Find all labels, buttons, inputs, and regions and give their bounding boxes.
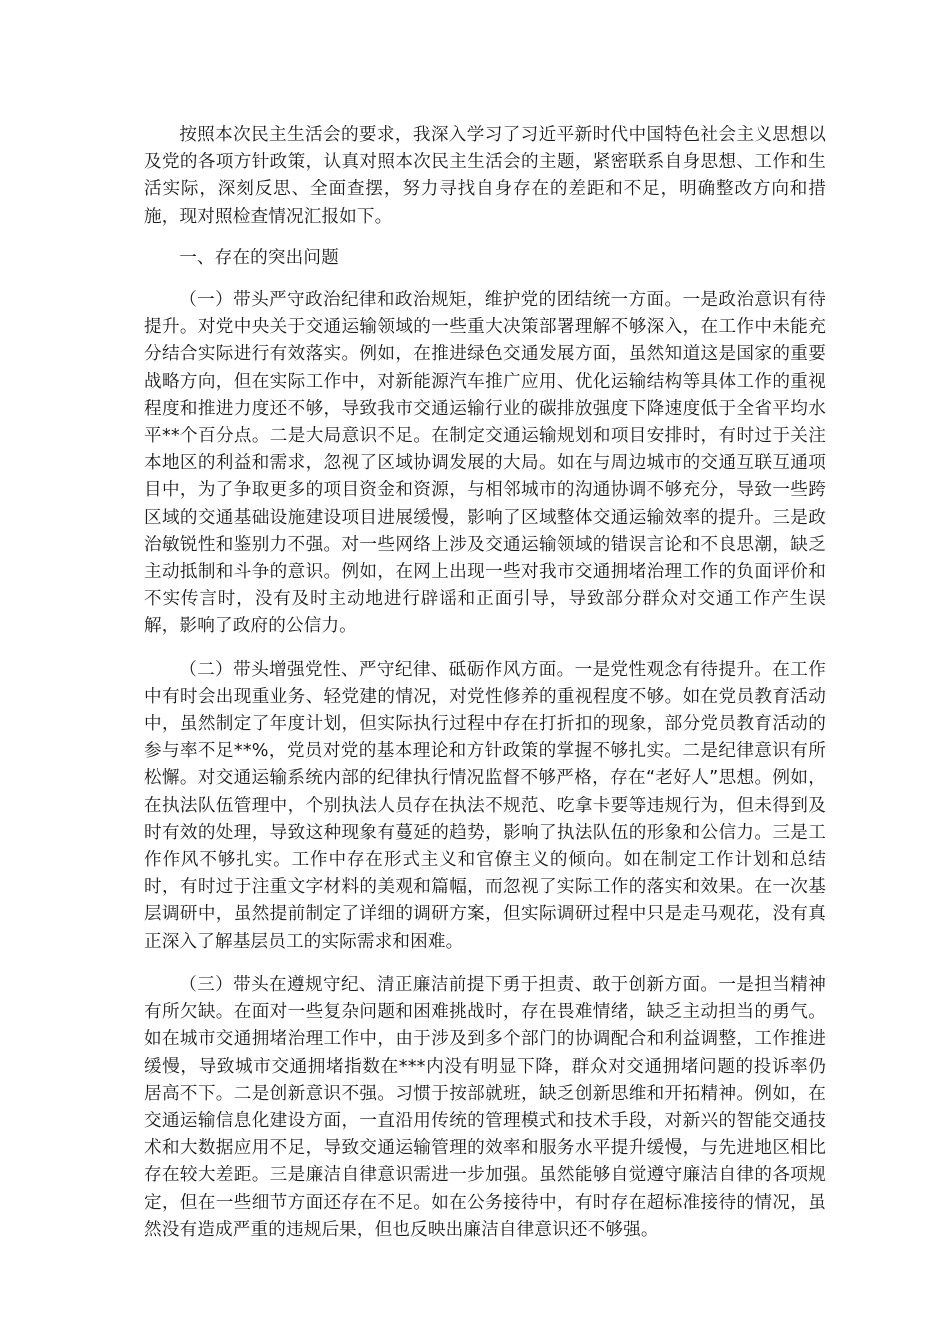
section-heading-problems: 一、存在的突出问题: [179, 247, 339, 268]
subsection-political-discipline: （一）带头严守政治纪律和政治规矩，维护党的团结统一方面。一是政治意识有待提升。对党中央关于交通运输领域的一些重大决策部署理解不够深入，在工作中未能充分结合实际进行有效落实。例如，在推进绿色交通发展方面，虽然知道这是国家的重要战略方向，但在实际工作中，对新能源汽车推广应用、优化运输结构等具体工作的重视程度和推进力度还不够，导致我市交通运输行业的碳排放强度下降速度低于全省平均水平**个百分点。二是大局意识不足。在制定交通运输规划和项目安排时，有时过于关注本地区的利益和需求，忽视了区域协调发展的大局。如在与周边城市的交通互联互通项目中，为了争取更多的项目资金和资源，与相邻城市的沟通协调不够充分，导致一些跨区域的交通基础设施建设项目进展缓慢，影响了区域整体交通运输效率的提升。三是政治敏锐性和鉴别力不强。对一些网络上涉及交通运输领域的错误言论和不良思潮，缺乏主动抵制和斗争的意识。例如，在网上出现一些对我市交通拥堵治理工作的负面评价和不实传言时，没有及时主动地进行辟谣和正面引导，导致部分群众对交通工作产生误解，影响了政府的公信力。: [144, 290, 826, 637]
intro-paragraph: 按照本次民主生活会的要求，我深入学习了习近平新时代中国特色社会主义思想以及党的各项方针政策，认真对照本次民主生活会的主题，紧密联系自身思想、工作和生活实际，深刻反思、全面查摆，努力寻找自身存在的差距和不足，明确整改方向和措施，现对照检查情况汇报如下。: [144, 125, 826, 227]
document-body: [144, 122, 826, 1244]
subsection-integrity-innovation: （三）带头在遵规守纪、清正廉洁前提下勇于担责、敢于创新方面。一是担当精神有所欠缺。在面对一些复杂问题和困难挑战时，存在畏难情绪，缺乏主动担当的勇气。如在城市交通拥堵治理工作中，由于涉及到多个部门的协调配合和利益调整，工作推进缓慢，导致城市交通拥堵指数在***内没有明显下降，群众对交通拥堵问题的投诉率仍居高不下。二是创新意识不强。习惯于按部就班，缺乏创新思维和开拓精神。例如，在交通运输信息化建设方面，一直沿用传统的管理模式和技术手段，对新兴的智能交通技术和大数据应用不足，导致交通运输管理的效率和服务水平提升缓慢，与先进地区相比存在较大差距。三是廉洁自律意识需进一步加强。虽然能够自觉遵守廉洁自律的各项规定，但在一些细节方面还存在不足。如在公务接待中，有时存在超标准接待的情况，虽然没有造成严重的违规后果，但也反映出廉洁自律意识还不够强。: [144, 974, 826, 1240]
subsection-party-spirit: （二）带头增强党性、严守纪律、砥砺作风方面。一是党性观念有待提升。在工作中有时会出现重业务、轻党建的情况，对党性修养的重视程度不够。如在党员教育活动中，虽然制定了年度计划，但实际执行过程中存在打折扣的现象，部分党员教育活动的参与率不足**%，党员对党的基本理论和方针政策的掌握不够扎实。二是纪律意识有所松懈。对交通运输系统内部的纪律执行情况监督不够严格，存在“老好人”思想。例如，在执法队伍管理中，个别执法人员存在执法不规范、吃拿卡要等违规行为，但未得到及时有效的处理，导致这种现象有蔓延的趋势，影响了执法队伍的形象和公信力。三是工作作风不够扎实。工作中存在形式主义和官僚主义的倾向。如在制定工作计划和总结时，有时过于注重文字材料的美观和篇幅，而忽视了实际工作的落实和效果。在一次基层调研中，虽然提前制定了详细的调研方案，但实际调研过程中只是走马观花，没有真正深入了解基层员工的实际需求和困难。: [144, 659, 826, 952]
